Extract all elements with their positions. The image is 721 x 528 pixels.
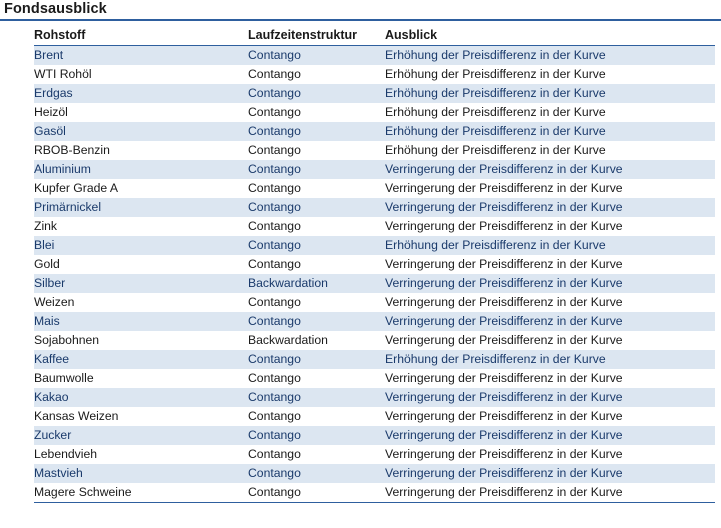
page-title: Fondsausblick xyxy=(4,1,107,17)
cell-term-structure: Contango xyxy=(248,84,385,103)
column-header-outlook: Ausblick xyxy=(385,27,715,46)
cell-outlook: Erhöhung der Preisdifferenz in der Kurve xyxy=(385,236,715,255)
table-row xyxy=(34,388,715,407)
cell-commodity: Zucker xyxy=(34,426,248,445)
table-row xyxy=(34,483,715,503)
cell-term-structure: Contango xyxy=(248,181,301,195)
table-body xyxy=(34,46,715,503)
table-row xyxy=(34,141,715,160)
cell-commodity: Kansas Weizen xyxy=(34,409,119,423)
table-row xyxy=(34,103,715,122)
cell-outlook: Erhöhung der Preisdifferenz in der Kurve xyxy=(385,67,606,81)
cell-commodity: Heizöl xyxy=(34,105,68,119)
cell-commodity: Magere Schweine xyxy=(34,483,248,503)
table-row xyxy=(34,198,715,217)
cell-term-structure: Contango xyxy=(248,198,385,217)
cell-commodity: Aluminium xyxy=(34,160,248,179)
cell-outlook: Erhöhung der Preisdifferenz in der Kurve xyxy=(385,350,715,369)
cell-term-structure: Contango xyxy=(248,122,385,141)
table-row xyxy=(34,464,715,483)
table-row xyxy=(34,236,715,255)
cell-term-structure: Contango xyxy=(248,388,385,407)
table-row xyxy=(34,122,715,141)
cell-term-structure: Contango xyxy=(248,350,385,369)
cell-term-structure: Contango xyxy=(248,236,385,255)
table-header-row xyxy=(34,27,715,46)
table-row xyxy=(34,179,715,198)
cell-commodity: Zink xyxy=(34,219,58,233)
cell-outlook: Verringerung der Preisdifferenz in der Kurve xyxy=(385,312,715,331)
cell-term-structure: Contango xyxy=(248,447,301,461)
cell-commodity: Gold xyxy=(34,257,60,271)
cell-term-structure: Contango xyxy=(248,312,385,331)
cell-outlook: Erhöhung der Preisdifferenz in der Kurve xyxy=(385,84,715,103)
table-row xyxy=(34,255,715,274)
cell-term-structure: Contango xyxy=(248,371,301,385)
cell-outlook: Erhöhung der Preisdifferenz in der Kurve xyxy=(385,122,715,141)
cell-term-structure: Contango xyxy=(248,464,385,483)
cell-term-structure: Contango xyxy=(248,219,301,233)
table-row xyxy=(34,350,715,369)
cell-outlook: Erhöhung der Preisdifferenz in der Kurve xyxy=(385,143,606,157)
cell-term-structure: Contango xyxy=(248,143,301,157)
table-row xyxy=(34,293,715,312)
cell-commodity: Sojabohnen xyxy=(34,333,100,347)
cell-commodity: Kakao xyxy=(34,388,248,407)
cell-term-structure: Contango xyxy=(248,426,385,445)
cell-term-structure: Contango xyxy=(248,160,385,179)
cell-outlook: Verringerung der Preisdifferenz in der Kurve xyxy=(385,371,623,385)
cell-commodity: Erdgas xyxy=(34,84,248,103)
cell-outlook: Verringerung der Preisdifferenz in der Kurve xyxy=(385,160,715,179)
table-row xyxy=(34,65,715,84)
cell-outlook: Verringerung der Preisdifferenz in der Kurve xyxy=(385,483,715,503)
cell-outlook: Verringerung der Preisdifferenz in der Kurve xyxy=(385,464,715,483)
cell-commodity: Kupfer Grade A xyxy=(34,181,119,195)
cell-term-structure: Contango xyxy=(248,409,301,423)
cell-term-structure: Backwardation xyxy=(248,333,328,347)
cell-outlook: Verringerung der Preisdifferenz in der Kurve xyxy=(385,295,623,309)
cell-commodity: RBOB-Benzin xyxy=(34,143,110,157)
cell-outlook: Verringerung der Preisdifferenz in der Kurve xyxy=(385,274,715,293)
cell-commodity: Mastvieh xyxy=(34,464,248,483)
cell-outlook: Verringerung der Preisdifferenz in der Kurve xyxy=(385,388,715,407)
table-row xyxy=(34,46,715,66)
cell-outlook: Erhöhung der Preisdifferenz in der Kurve xyxy=(385,105,606,119)
column-header-term-structure: Laufzeitenstruktur xyxy=(248,27,385,46)
cell-outlook: Verringerung der Preisdifferenz in der Kurve xyxy=(385,198,715,217)
title-divider xyxy=(0,19,721,21)
table-header xyxy=(34,27,715,46)
cell-outlook: Erhöhung der Preisdifferenz in der Kurve xyxy=(385,46,715,66)
cell-outlook: Verringerung der Preisdifferenz in der Kurve xyxy=(385,447,623,461)
table-row xyxy=(34,274,715,293)
cell-term-structure: Contango xyxy=(248,257,301,271)
table-row xyxy=(34,407,715,426)
cell-commodity: Silber xyxy=(34,274,248,293)
table-row xyxy=(34,426,715,445)
cell-term-structure: Contango xyxy=(248,46,385,66)
cell-outlook: Verringerung der Preisdifferenz in der Kurve xyxy=(385,219,623,233)
cell-term-structure: Backwardation xyxy=(248,274,385,293)
cell-term-structure: Contango xyxy=(248,67,301,81)
cell-commodity: Kaffee xyxy=(34,350,248,369)
cell-outlook: Verringerung der Preisdifferenz in der Kurve xyxy=(385,181,623,195)
table-row xyxy=(34,445,715,464)
cell-commodity: Blei xyxy=(34,236,248,255)
table-row xyxy=(34,217,715,236)
table-row xyxy=(34,84,715,103)
column-header-commodity: Rohstoff xyxy=(34,27,248,46)
table-row xyxy=(34,331,715,350)
cell-term-structure: Contango xyxy=(248,483,385,503)
cell-commodity: Weizen xyxy=(34,295,75,309)
cell-commodity: WTI Rohöl xyxy=(34,67,92,81)
cell-outlook: Verringerung der Preisdifferenz in der Kurve xyxy=(385,409,623,423)
table-row xyxy=(34,312,715,331)
fund-outlook-table xyxy=(34,27,715,503)
cell-outlook: Verringerung der Preisdifferenz in der Kurve xyxy=(385,333,623,347)
cell-term-structure: Contango xyxy=(248,295,301,309)
cell-term-structure: Contango xyxy=(248,105,301,119)
cell-commodity: Primärnickel xyxy=(34,198,248,217)
cell-commodity: Baumwolle xyxy=(34,371,94,385)
cell-commodity: Lebendvieh xyxy=(34,447,98,461)
cell-commodity: Gasöl xyxy=(34,122,248,141)
table-row xyxy=(34,160,715,179)
cell-commodity: Brent xyxy=(34,46,248,66)
table-row xyxy=(34,369,715,388)
cell-commodity: Mais xyxy=(34,312,248,331)
cell-outlook: Verringerung der Preisdifferenz in der Kurve xyxy=(385,257,623,271)
cell-outlook: Verringerung der Preisdifferenz in der Kurve xyxy=(385,426,715,445)
